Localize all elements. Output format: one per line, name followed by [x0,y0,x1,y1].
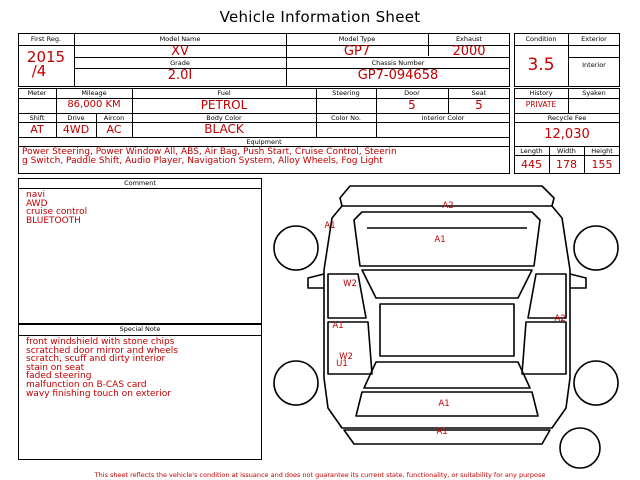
chassis-value: GP7-094658 [357,68,439,83]
comment-label: Comment [124,179,156,187]
color-no-label: Color No. [331,114,361,122]
aircon-label: Aircon [103,114,125,122]
interior-label: Interior [582,61,606,69]
fuel-value: PETROL [200,98,248,112]
mark-hood: A1 [434,235,446,245]
chassis-label: Chassis Number [371,59,425,67]
comment-text: navi AWD cruise control BLUETOOTH [26,190,88,226]
model-name-label: Model Name [159,35,201,43]
first-reg-label: First Reg. [30,35,62,43]
history-value: PRIVATE [525,100,557,109]
disclaimer-footer: This sheet reflects the vehicle's condition at issuance and does not guarantee its current state, functionality, or suitability for any purpose [94,471,546,479]
exterior-label: Exterior [581,35,607,43]
exhaust-label: Exhaust [455,35,483,43]
special-note-text: front windshield with stone chips scratched door mirror and wheels scratch, scuff and dirty interior stain on seat faded steering malfunction on B-CAS card wavy finishing touch on exterior [26,337,178,399]
meter-label: Meter [27,89,47,97]
mark-trunk: A1 [438,399,450,409]
mark-left-rear-quarter: U1 [336,359,348,369]
door-value: 5 [408,98,416,112]
aircon-value: AC [106,123,122,136]
car-damage-diagram [262,178,620,470]
special-note-label: Special Note [119,325,161,333]
condition-label: Condition [525,35,557,43]
recycle-fee-value: 12,030 [544,127,590,142]
mark-left-rear: W2 [339,352,353,362]
exhaust-value: 2000 [452,44,486,59]
mark-right-rear-door: A2 [554,314,566,324]
body-color-value: BLACK [204,122,244,136]
body-color-label: Body Color [206,114,242,122]
mark-front-left: A1 [324,221,336,231]
first-reg-year: 2015 [26,48,66,66]
model-type-value: GP7 [343,44,371,59]
mileage-label: Mileage [81,89,107,97]
mark-left-rear-door: A1 [332,321,344,331]
length-value: 445 [521,158,542,171]
interior-color-label: Interior Color [421,114,465,122]
equipment-text: Power Steering, Power Window All, ABS, Air Bag, Push Start, Cruise Control, Steerin g Switch, Paddle Shift, Audio Player, Navigation System, Alloy Wheels, Fog Light [22,147,397,166]
mark-left-front-door: W2 [343,279,357,289]
mark-front-bumper: A2 [442,201,454,211]
syaken-label: Syaken [582,89,606,97]
drive-label: Drive [67,114,85,122]
door-label: Door [404,89,420,97]
page-title: Vehicle Information Sheet [219,8,421,26]
history-label: History [529,89,553,97]
shift-label: Shift [29,114,45,122]
model-name-value: XV [171,44,189,59]
recycle-fee-label: Recycle Fee [547,114,587,122]
drive-value: 4WD [62,123,90,136]
shift-value: AT [30,123,44,136]
grade-value: 2.0I [167,68,193,83]
width-value: 178 [556,158,577,171]
height-value: 155 [591,158,613,171]
equipment-label: Equipment [246,138,282,146]
height-label: Height [591,147,613,155]
fuel-label: Fuel [217,89,231,97]
mark-rear-bumper: A1 [436,427,448,437]
width-label: Width [557,147,576,155]
mileage-value: 86,000 KM [67,99,121,110]
condition-value: 3.5 [527,55,555,75]
seat-value: 5 [475,98,483,112]
grade-label: Grade [170,59,190,67]
first-reg-month: /4 [31,62,47,80]
seat-label: Seat [471,89,487,97]
steering-label: Steering [332,89,360,97]
length-label: Length [520,147,543,155]
model-type-label: Model Type [338,35,376,43]
